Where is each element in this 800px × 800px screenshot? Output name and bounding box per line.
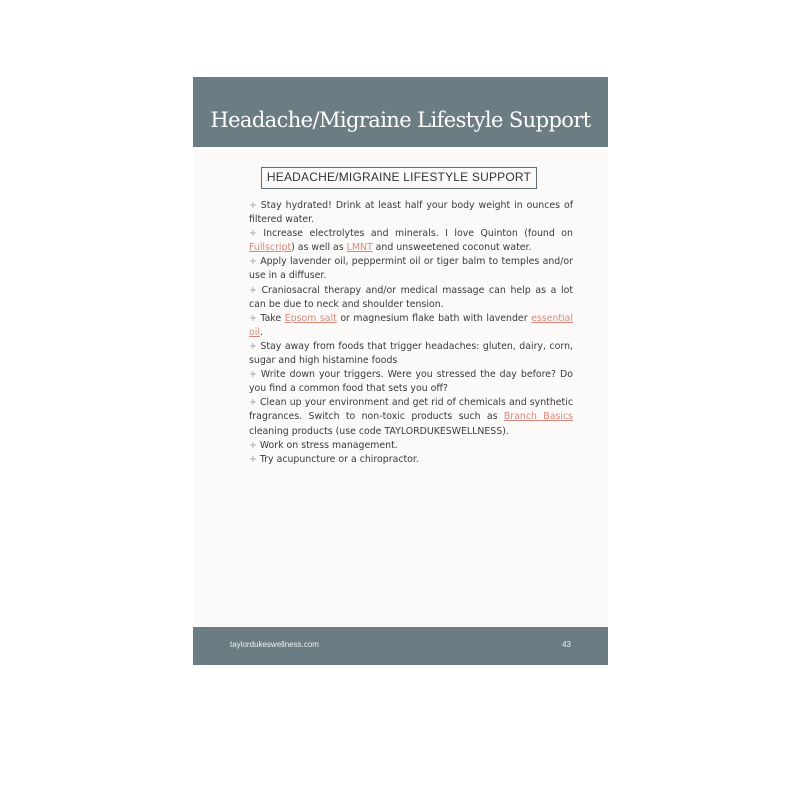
plus-icon: + (249, 397, 257, 409)
page-number: 43 (562, 640, 571, 649)
plus-icon: + (249, 340, 257, 352)
essential-oil-link[interactable]: essential oil (249, 312, 573, 338)
list-item: + Work on stress management. (249, 439, 398, 451)
list-item: + Try acupuncture or a chiropractor. (249, 453, 419, 465)
plus-icon: + (249, 228, 257, 240)
list-item: + Stay away from foods that trigger headaches: gluten, dairy, corn, sugar and high histamine foods (249, 340, 573, 367)
section-heading: HEADACHE/MIGRAINE LIFESTYLE SUPPORT (261, 167, 537, 189)
branch-basics-link[interactable]: Branch Basics (503, 411, 573, 423)
page-header (193, 77, 608, 147)
plus-icon: + (249, 256, 257, 268)
list-item: + Apply lavender oil, peppermint oil or tiger balm to temples and/or use in a diffuser. (249, 256, 573, 282)
list-item: + Craniosacral therapy and/or medical massage can help as a lot can be due to neck and shoulder tension. (249, 284, 573, 310)
document-page (193, 77, 608, 665)
tips-list (249, 199, 573, 467)
page-footer (193, 627, 608, 665)
fullscript-link[interactable]: Fullscript (249, 242, 292, 254)
list-item: + Clean up your environment and get rid of chemicals and synthetic fragrances. Switch to non-toxic products such as Branch Basics cleaning products (use code TAYLORDUKESWELLNESS). (249, 397, 573, 437)
plus-icon: + (249, 312, 257, 324)
plus-icon: + (249, 453, 257, 465)
plus-icon: + (249, 200, 257, 211)
plus-icon: + (249, 439, 257, 451)
plus-icon: + (249, 284, 257, 296)
plus-icon: + (249, 369, 257, 381)
page-title: Headache/Migraine Lifestyle Support (210, 108, 591, 132)
website-link[interactable]: taylordukeswellness.com (230, 640, 319, 649)
lmnt-link[interactable]: LMNT (346, 242, 373, 254)
list-item: + Take Epsom salt or magnesium flake bath with lavender essential oil. (249, 312, 573, 338)
epsom-salt-link[interactable]: Epsom salt (284, 312, 337, 324)
list-item: + Stay hydrated! Drink at least half your body weight in ounces of filtered water. (249, 200, 573, 226)
list-item: + Write down your triggers. Were you stressed the day before? Do you find a common food that sets you off? (249, 369, 573, 395)
list-item: + Increase electrolytes and minerals. I love Quinton (found on Fullscript) as well as LMNT and unsweetened coconut water. (249, 228, 573, 254)
